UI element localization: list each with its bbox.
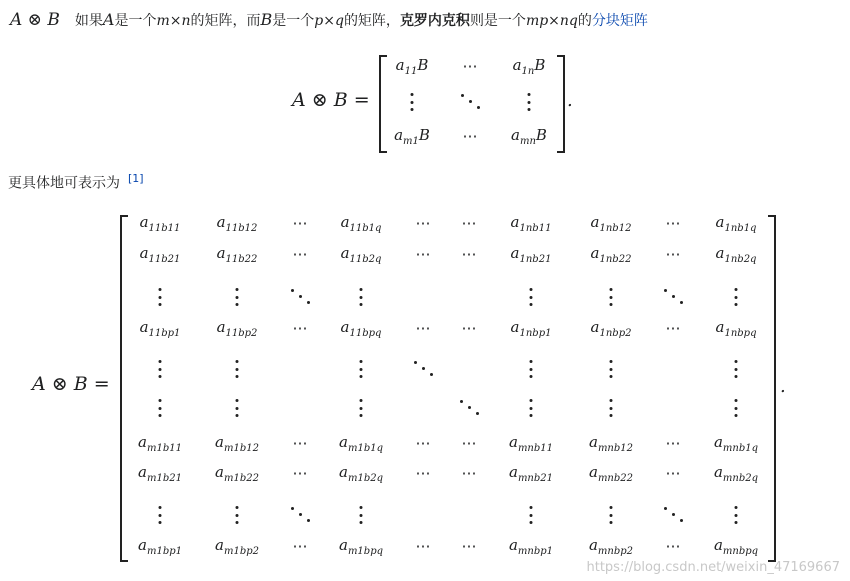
- matrix-entry: $a_{1nbp2}$: [590, 318, 632, 339]
- matrix-entry: $a_{mnb11}$: [508, 433, 554, 454]
- vdots: [236, 288, 239, 306]
- matrix-entry: $a_{1nbp1}$: [510, 318, 552, 339]
- vdots: [735, 506, 738, 524]
- matrix-entry: $a_{m1bp1}$: [138, 536, 182, 557]
- cdots: ⋯: [665, 537, 681, 555]
- cdots: ⋯: [461, 434, 477, 452]
- cdots: ⋯: [415, 434, 431, 452]
- vdots: [159, 288, 162, 306]
- matrix-entry: $a_{11}B$: [395, 56, 429, 77]
- formula-lhs: A ⊗ B =: [32, 373, 110, 395]
- ddots: [459, 93, 481, 109]
- matrix-entry: $a_{m1b21}$: [138, 463, 182, 484]
- formula-period: .: [567, 90, 573, 111]
- ddots: [662, 506, 684, 522]
- vdots: [236, 506, 239, 524]
- vdots: [159, 506, 162, 524]
- vdots: [360, 506, 363, 524]
- cdots: ⋯: [462, 127, 478, 145]
- matrix-entry: $a_{m1b11}$: [138, 433, 182, 454]
- vdots: [360, 399, 363, 417]
- cdots: ⋯: [415, 245, 431, 263]
- matrix-entry: $a_{11b1q}$: [340, 213, 382, 234]
- matrix-entry: $a_{1nb11}$: [510, 213, 552, 234]
- matrix-entry: $a_{11bp1}$: [139, 318, 181, 339]
- detail-intro-text: 更具体地可表示为: [8, 175, 120, 192]
- vdots: [236, 399, 239, 417]
- matrix-entry: $a_{11b21}$: [139, 244, 181, 265]
- cdots: ⋯: [461, 214, 477, 232]
- right-bracket: [557, 55, 565, 153]
- ddots: [412, 360, 434, 376]
- matrix-entry: $a_{mn}B$: [511, 126, 547, 147]
- matrix-entry: $a_{mnb22}$: [588, 463, 634, 484]
- cdots: ⋯: [461, 537, 477, 555]
- matrix-entry: $a_{m1}B$: [394, 126, 430, 147]
- definition-line: [10, 10, 648, 32]
- detail-intro-line: [8, 172, 144, 193]
- matrix-entry: $a_{11bp2}$: [216, 318, 258, 339]
- text-segment: 的矩阵，而: [190, 13, 261, 29]
- cdots: ⋯: [415, 214, 431, 232]
- matrix-entry: $a_{mnb21}$: [508, 463, 554, 484]
- var-a: A: [102, 10, 115, 29]
- cdots: ⋯: [461, 464, 477, 482]
- matrix-entry: $a_{1nb21}$: [510, 244, 552, 265]
- cdots: ⋯: [292, 464, 308, 482]
- vdots: [735, 288, 738, 306]
- cdots: ⋯: [461, 319, 477, 337]
- cdots: ⋯: [292, 319, 308, 337]
- text-segment: 是一个: [272, 13, 315, 29]
- cdots: ⋯: [292, 537, 308, 555]
- cdots: ⋯: [665, 214, 681, 232]
- vdots: [530, 360, 533, 378]
- formula-lhs: A ⊗ B =: [292, 89, 370, 111]
- cdots: ⋯: [665, 434, 681, 452]
- right-bracket: [768, 215, 776, 562]
- ddots: [289, 288, 311, 304]
- text-segment: 则是一个: [469, 13, 526, 29]
- vdots: [530, 506, 533, 524]
- matrix-entry: $a_{1n}B$: [512, 56, 546, 77]
- vdots: [530, 399, 533, 417]
- vdots: [610, 399, 613, 417]
- vdots: [610, 506, 613, 524]
- matrix-entry: $a_{mnb1q}$: [713, 433, 759, 454]
- cdots: ⋯: [292, 245, 308, 263]
- matrix-entry: $a_{mnb2q}$: [713, 463, 759, 484]
- matrix-entry: $a_{11b2q}$: [340, 244, 382, 265]
- matrix-entry: $a_{1nb12}$: [590, 213, 632, 234]
- text-segment: 的: [577, 13, 592, 29]
- cdots: ⋯: [292, 434, 308, 452]
- block-matrix-link[interactable]: 分块矩阵: [591, 13, 648, 29]
- watermark: https://blog.csdn.net/weixin_47169667: [586, 560, 840, 575]
- text-segment: 如果: [74, 13, 103, 29]
- matrix-entry: $a_{mnbp1}$: [508, 536, 554, 557]
- kronecker-product-term: 克罗内克积: [399, 13, 470, 29]
- matrix-entry: $a_{mnbpq}$: [713, 536, 759, 557]
- matrix-entry: $a_{11bpq}$: [340, 318, 382, 339]
- vdots: [610, 288, 613, 306]
- cdots: ⋯: [665, 319, 681, 337]
- matrix-entry: $a_{1nb2q}$: [715, 244, 757, 265]
- vdots: [610, 360, 613, 378]
- cdots: ⋯: [415, 464, 431, 482]
- reference-link[interactable]: [1]: [128, 172, 144, 185]
- vdots: [411, 93, 414, 111]
- matrix-entry: $a_{mnbp2}$: [588, 536, 634, 557]
- matrix-entry: $a_{m1b22}$: [215, 463, 259, 484]
- vdots: [530, 288, 533, 306]
- matrix-entry: $a_{mnb12}$: [588, 433, 634, 454]
- cdots: ⋯: [292, 214, 308, 232]
- vdots: [159, 360, 162, 378]
- left-bracket: [120, 215, 128, 562]
- dim-pq: p×q: [314, 13, 344, 29]
- matrix-entry: $a_{11b22}$: [216, 244, 258, 265]
- cdots: ⋯: [461, 245, 477, 263]
- matrix-entry: $a_{11b11}$: [139, 213, 181, 234]
- matrix-entry: $a_{m1b12}$: [215, 433, 259, 454]
- dim-mpnq: mp×nq: [525, 13, 578, 29]
- cdots: ⋯: [665, 245, 681, 263]
- vdots: [735, 399, 738, 417]
- left-bracket: [379, 55, 387, 153]
- matrix-entry: $a_{1nbpq}$: [715, 318, 757, 339]
- formula-period: .: [780, 376, 786, 397]
- matrix-entry: $a_{m1b1q}$: [339, 433, 383, 454]
- matrix-entry: $a_{m1bpq}$: [338, 536, 384, 557]
- matrix-entry: $a_{11b12}$: [216, 213, 258, 234]
- vdots: [735, 360, 738, 378]
- cdots: ⋯: [462, 57, 478, 75]
- matrix-entry: $a_{1nb1q}$: [715, 213, 757, 234]
- ddots: [662, 288, 684, 304]
- ddots: [458, 399, 480, 415]
- text-segment: 的矩阵，: [343, 13, 400, 29]
- vdots: [236, 360, 239, 378]
- dim-mn: m×n: [156, 13, 191, 29]
- ddots: [289, 506, 311, 522]
- vdots: [528, 93, 531, 111]
- vdots: [360, 360, 363, 378]
- cdots: ⋯: [415, 319, 431, 337]
- text-segment: 是一个: [114, 13, 157, 29]
- var-b: B: [260, 10, 273, 29]
- kronecker-symbol: A ⊗ B: [10, 10, 60, 30]
- cdots: ⋯: [665, 464, 681, 482]
- matrix-entry: $a_{m1b2q}$: [339, 463, 383, 484]
- matrix-entry: $a_{m1bp2}$: [215, 536, 259, 557]
- vdots: [159, 399, 162, 417]
- vdots: [360, 288, 363, 306]
- matrix-entry: $a_{1nb22}$: [590, 244, 632, 265]
- cdots: ⋯: [415, 537, 431, 555]
